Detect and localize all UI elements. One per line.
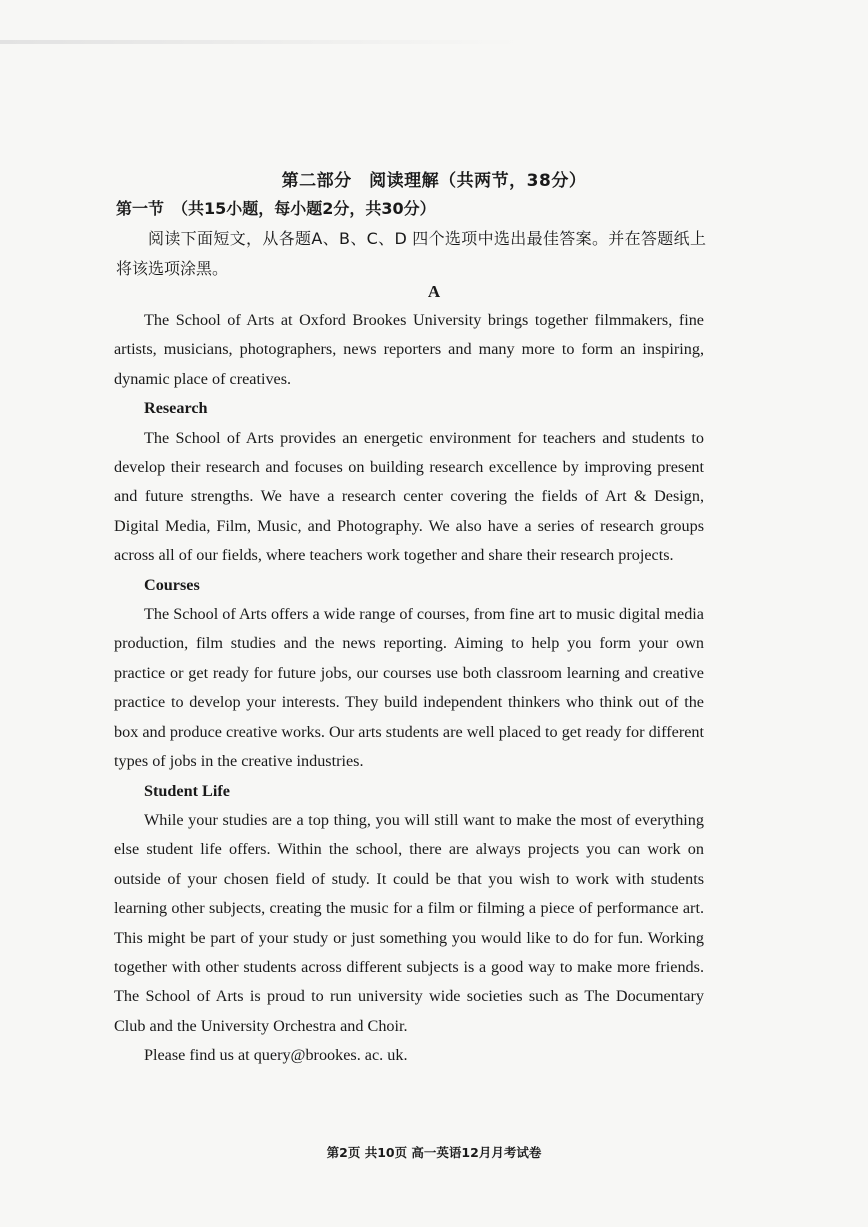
section-heading-student-life: Student Life (144, 781, 230, 800)
passage-closing: Please find us at query@brookes. ac. uk. (144, 1046, 408, 1065)
part-title: 第二部分 阅读理解（共两节，38分） (281, 171, 587, 191)
section-body-research: The School of Arts provides an energetic environment for teachers and students to develop their research and focuses on building research excellence by improving present and future strengths. We have a research center covering the fields of Art & Design, Digital Media, Film, Music, and Photography. We also have a series of research groups across all of our fields, where teachers work together and share their research projects. (114, 428, 704, 565)
passage-intro: The School of Arts at Oxford Brookes University brings together filmmakers, fine artists, musicians, photographers, news reporters and many more to form an inspiring, dynamic place of creatives. (114, 311, 704, 388)
passage-letter: A (427, 282, 441, 301)
passage-body (114, 306, 704, 1071)
instructions: 阅读下面短文，从各题A、B、C、D 四个选项中选出最佳答案。并在答题纸上将该选项涂黑。 (116, 229, 706, 278)
section-title: 第一节 （共15小题，每小题2分，共30分） (116, 199, 436, 218)
page-footer: 第2页 共10页 高一英语12月月考试卷 (326, 1145, 542, 1160)
scan-artifact (0, 40, 520, 44)
section-body-student-life: While your studies are a top thing, you will still want to make the most of everything else student life offers. Within the school, there are always projects you can work on outside of your chosen field of study. It could be that you wish to work with students learning other subjects, creating the music for a film or filming a piece of performance art. This might be part of your study or just something you would like to do for fun. Working together with other students across different subjects is a good way to make more friends. The School of Arts is proud to run university wide societies such as The Documentary Club and the University Orchestra and Choir. (114, 810, 704, 1035)
section-heading-research: Research (144, 399, 208, 418)
section-heading-courses: Courses (144, 575, 200, 594)
section-body-courses: The School of Arts offers a wide range of courses, from fine art to music digital media production, film studies and the news reporting. Aiming to help you form your own practice or get ready for future jobs, our courses use both classroom learning and creative practice to develop your interests. They build independent thinkers who think out of the box and produce creative works. Our arts students are well placed to get ready for different types of jobs in the creative industries. (114, 605, 704, 771)
